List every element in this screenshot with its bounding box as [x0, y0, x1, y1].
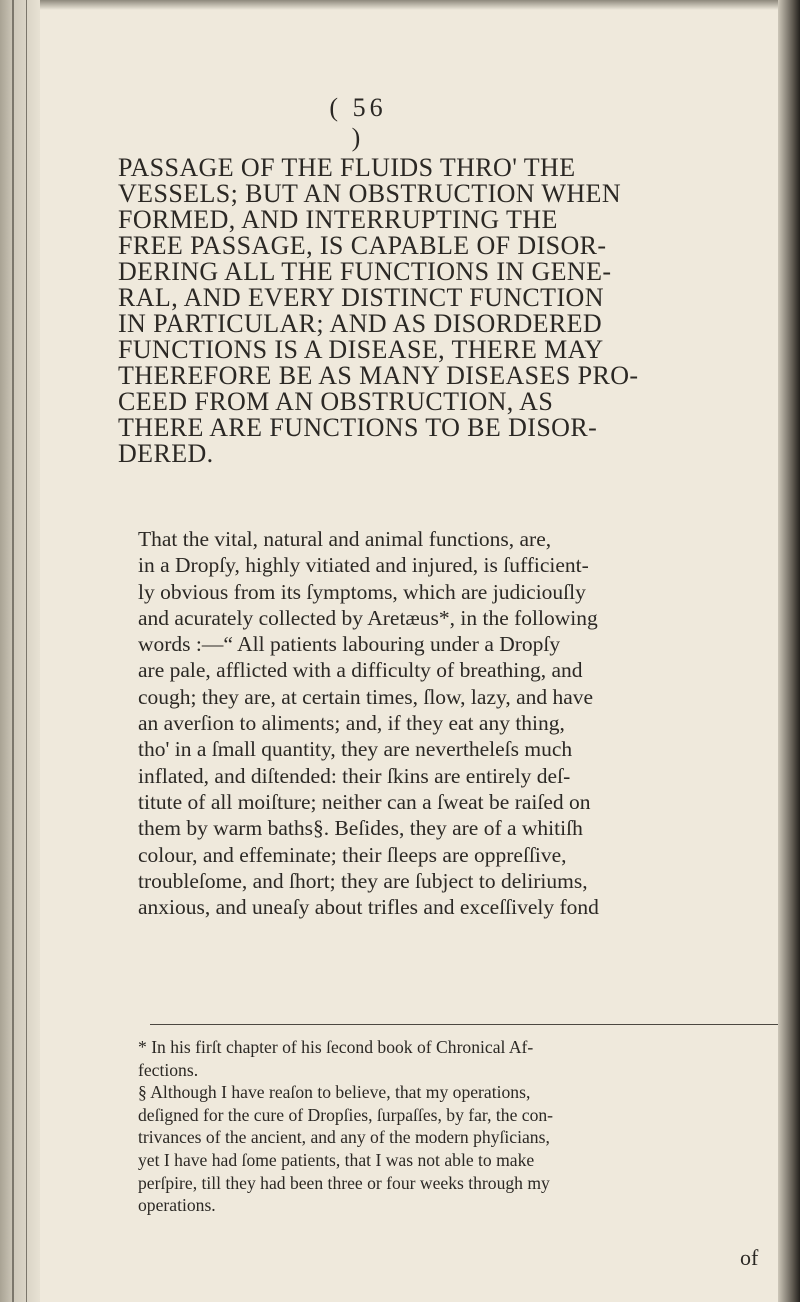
- heading-block: [118, 155, 732, 467]
- footnote-line: perſpire, till they had been three or four weeks through my: [138, 1172, 550, 1193]
- body-line: That the vital, natural and animal functions, are,: [138, 527, 552, 551]
- catchword: of: [740, 1245, 759, 1270]
- body-line: ly obvious from its ſymptoms, which are judiciouſly: [138, 579, 586, 604]
- heading-line: FORMED, AND INTERRUPTING THE: [118, 205, 558, 234]
- footnote-line: § Although I have reaſon to believe, that my operations,: [138, 1082, 531, 1103]
- body-line: in a Dropſy, highly vitiated and injured, is ſufficient-: [138, 553, 589, 578]
- body-line: troubleſome, and ſhort; they are ſubject to deliriums,: [138, 868, 588, 893]
- heading-line: VESSELS; BUT AN OBSTRUCTION WHEN: [118, 179, 621, 208]
- body-line: them by warm baths§. Beſides, they are of a whitiſh: [138, 816, 583, 841]
- footnote-line: * In his firſt chapter of his ſecond book of Chronical Af-: [138, 1037, 534, 1057]
- heading-line: DERED.: [118, 439, 214, 468]
- heading-line: FUNCTIONS IS A DISEASE, THERE MAY: [118, 335, 604, 364]
- footnote-rule: [150, 1024, 778, 1025]
- book-spine-edge: [0, 0, 40, 1302]
- page-number: ( 56 ): [329, 93, 387, 152]
- body-line: tho' in a ſmall quantity, they are nevertheleſs much: [138, 737, 573, 762]
- footnote-line: operations.: [138, 1195, 216, 1216]
- body-line: and acurately collected by Aretæus*, in the following: [138, 605, 598, 630]
- spine-line: [26, 0, 27, 1302]
- heading-line: FREE PASSAGE, IS CAPABLE OF DISOR-: [118, 231, 607, 260]
- heading-line: PASSAGE OF THE FLUIDS THRO' THE: [118, 153, 576, 182]
- body-line: an averſion to aliments; and, if they eat any thing,: [138, 711, 565, 736]
- body-line: colour, and effeminate; their ſleeps are oppreſſive,: [138, 842, 567, 867]
- page-top-shadow: [0, 0, 800, 10]
- body-line: inflated, and diſtended: their ſkins are entirely deſ-: [138, 763, 571, 788]
- footnote-line: yet I have had ſome patients, that I was not able to make: [138, 1149, 535, 1170]
- heading-line: IN PARTICULAR; AND AS DISORDERED: [118, 309, 603, 338]
- body-line: titute of all moiſture; neither can a ſweat be raiſed on: [138, 789, 591, 814]
- footnote-line: fections.: [138, 1059, 199, 1080]
- footnote-line: deſigned for the cure of Dropſies, ſurpaſſes, by far, the con-: [138, 1104, 554, 1125]
- body-line: anxious, and uneaſy about trifles and exceſſively fond: [138, 895, 599, 920]
- footnote-line: trivances of the ancient, and any of the modern phyſicians,: [138, 1127, 550, 1148]
- heading-line: THEREFORE BE AS MANY DISEASES PRO-: [118, 361, 639, 390]
- body-line: words :—“ All patients labouring under a Dropſy: [138, 632, 561, 657]
- heading-line: CEED FROM AN OBSTRUCTION, AS: [118, 387, 554, 416]
- body-line: cough; they are, at certain times, ſlow, lazy, and have: [138, 684, 594, 709]
- heading-line: RAL, AND EVERY DISTINCT FUNCTION: [118, 283, 604, 312]
- body-paragraph: [138, 526, 778, 920]
- body-line: are pale, afflicted with a difficulty of breathing, and: [138, 658, 583, 683]
- heading-line: DERING ALL THE FUNCTIONS IN GENE-: [118, 257, 612, 286]
- footnotes-block: [138, 1036, 788, 1217]
- heading-line: THERE ARE FUNCTIONS TO BE DISOR-: [118, 413, 598, 442]
- spine-line: [12, 0, 14, 1302]
